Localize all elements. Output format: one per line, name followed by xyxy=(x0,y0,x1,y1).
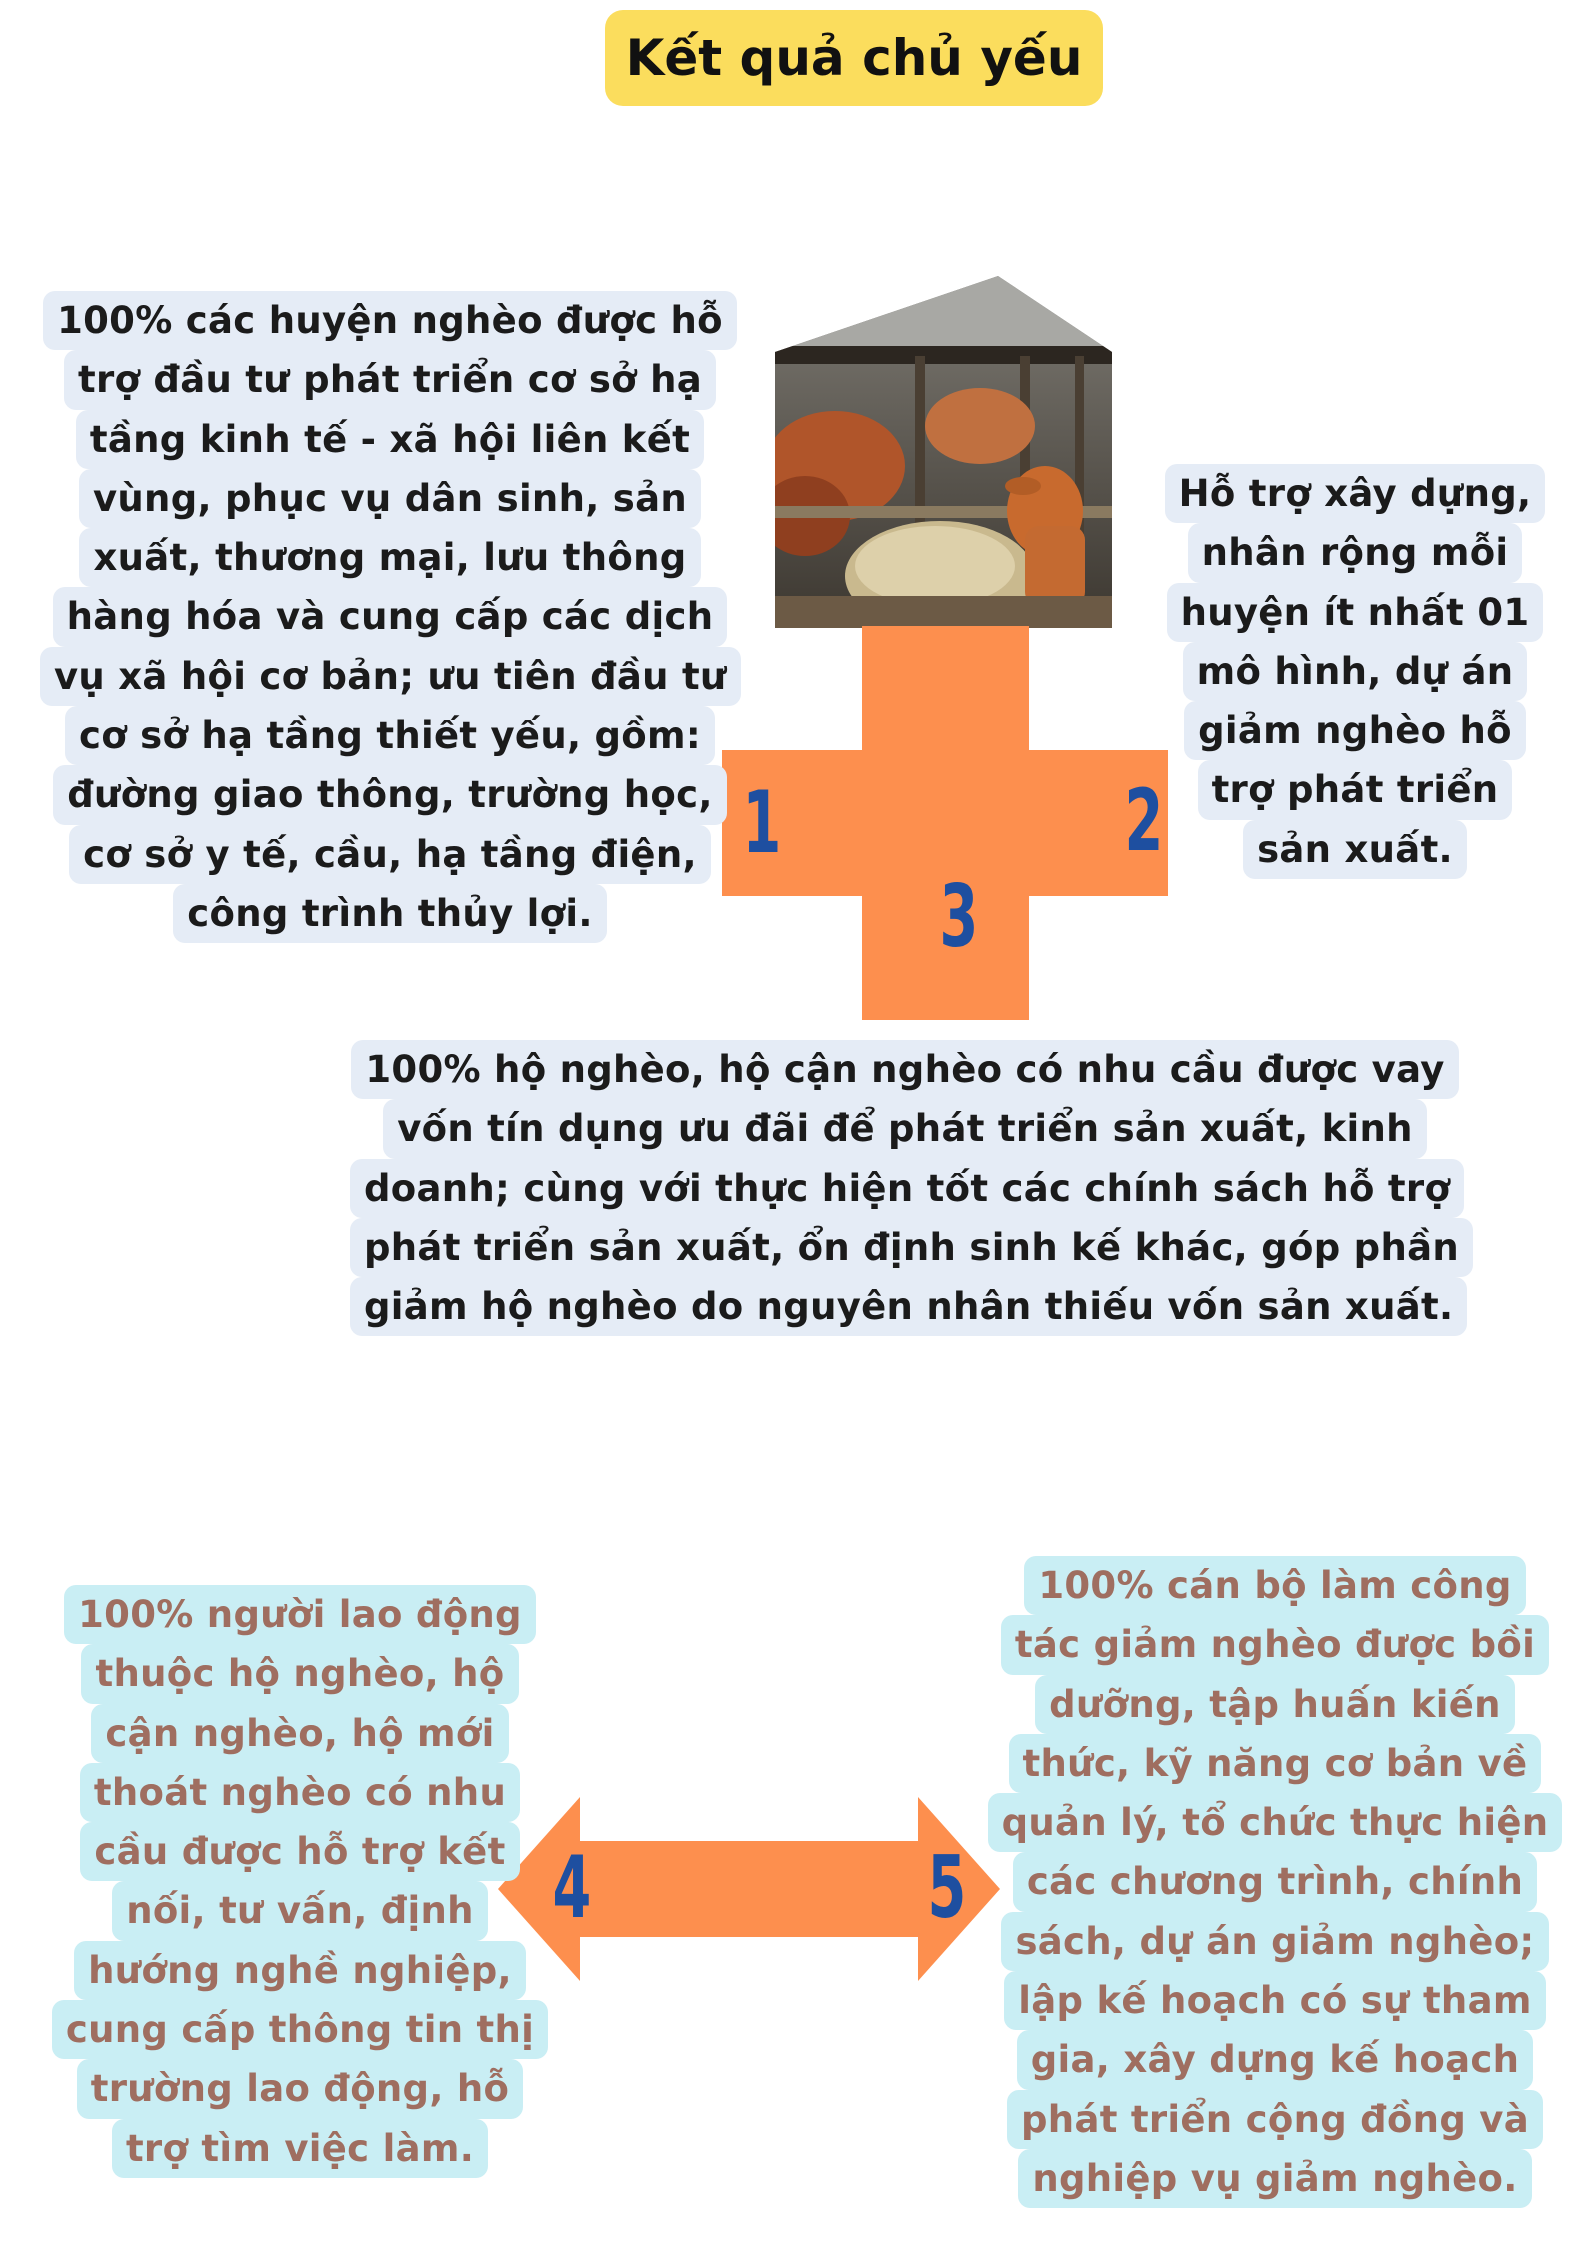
item-1-line: công trình thủy lợi. xyxy=(173,884,606,943)
step-number-3: 3 xyxy=(939,867,979,967)
item-4-line: cầu được hỗ trợ kết xyxy=(80,1822,519,1881)
item-4-line: thoát nghèo có nhu xyxy=(80,1763,520,1822)
item-3-text xyxy=(350,1040,1460,1336)
item-5-line: tác giảm nghèo được bồi xyxy=(1001,1615,1549,1674)
item-2-line: sản xuất. xyxy=(1243,820,1467,879)
step-number-2: 2 xyxy=(1124,771,1164,871)
item-1-line: cơ sở hạ tầng thiết yếu, gồm: xyxy=(65,706,715,765)
item-5-line: lập kế hoạch có sự tham xyxy=(1004,1971,1545,2030)
item-4-line: 100% người lao động xyxy=(64,1585,536,1644)
item-2-line: nhân rộng mỗi xyxy=(1188,523,1523,582)
page-title: Kết quả chủ yếu xyxy=(605,10,1103,106)
item-4-line: hướng nghề nghiệp, xyxy=(74,1941,526,2000)
item-5-line: các chương trình, chính xyxy=(1013,1852,1537,1911)
item-2-line: mô hình, dự án xyxy=(1183,642,1528,701)
item-5-line: dưỡng, tập huấn kiến xyxy=(1035,1675,1515,1734)
item-1-line: vùng, phục vụ dân sinh, sản xyxy=(79,469,701,528)
item-1-line: 100% các huyện nghèo được hỗ xyxy=(43,291,737,350)
item-5-line: nghiệp vụ giảm nghèo. xyxy=(1018,2149,1531,2208)
item-4-line: cận nghèo, hộ mới xyxy=(91,1704,508,1763)
item-4-text xyxy=(40,1585,560,2178)
item-5-line: thức, kỹ năng cơ bản về xyxy=(1009,1734,1542,1793)
item-1-line: hàng hóa và cung cấp các dịch xyxy=(53,587,728,646)
item-5-line: 100% cán bộ làm công xyxy=(1024,1556,1525,1615)
item-5-line: gia, xây dựng kế hoạch xyxy=(1017,2030,1534,2089)
item-2-text xyxy=(1145,464,1565,879)
item-4-line: nối, tư vấn, định xyxy=(112,1881,488,1940)
item-4-line: trợ tìm việc làm. xyxy=(112,2119,488,2178)
item-2-line: huyện ít nhất 01 xyxy=(1167,583,1544,642)
item-5-text xyxy=(975,1556,1575,2208)
item-1-text xyxy=(40,291,740,943)
item-3-line: 100% hộ nghèo, hộ cận nghèo có nhu cầu được vay xyxy=(351,1040,1458,1099)
step-number-4: 4 xyxy=(552,1838,592,1938)
cattle-barn-photo xyxy=(775,276,1112,628)
item-3-line: giảm hộ nghèo do nguyên nhân thiếu vốn sản xuất. xyxy=(350,1277,1467,1336)
item-4-line: trường lao động, hỗ xyxy=(77,2059,523,2118)
item-4-line: thuộc hộ nghèo, hộ xyxy=(81,1644,518,1703)
item-1-line: đường giao thông, trường học, xyxy=(53,765,726,824)
item-1-line: vụ xã hội cơ bản; ưu tiên đầu tư xyxy=(40,647,741,706)
step-number-1: 1 xyxy=(742,773,782,873)
item-3-line: vốn tín dụng ưu đãi để phát triển sản xuất, kinh xyxy=(383,1099,1427,1158)
item-2-line: trợ phát triển xyxy=(1198,760,1513,819)
item-2-line: giảm nghèo hỗ xyxy=(1184,701,1526,760)
step-number-5: 5 xyxy=(927,1838,967,1938)
item-3-line: doanh; cùng với thực hiện tốt các chính sách hỗ trợ xyxy=(350,1159,1464,1218)
item-1-line: tầng kinh tế - xã hội liên kết xyxy=(76,410,704,469)
item-1-line: trợ đầu tư phát triển cơ sở hạ xyxy=(64,350,716,409)
item-3-line: phát triển sản xuất, ổn định sinh kế khác, góp phần xyxy=(350,1218,1473,1277)
item-5-line: sách, dự án giảm nghèo; xyxy=(1001,1912,1548,1971)
item-4-line: cung cấp thông tin thị xyxy=(52,2000,548,2059)
item-5-line: phát triển cộng đồng và xyxy=(1007,2090,1543,2149)
item-1-line: cơ sở y tế, cầu, hạ tầng điện, xyxy=(69,825,711,884)
item-2-line: Hỗ trợ xây dựng, xyxy=(1165,464,1546,523)
item-5-line: quản lý, tổ chức thực hiện xyxy=(988,1793,1563,1852)
item-1-line: xuất, thương mại, lưu thông xyxy=(79,528,700,587)
